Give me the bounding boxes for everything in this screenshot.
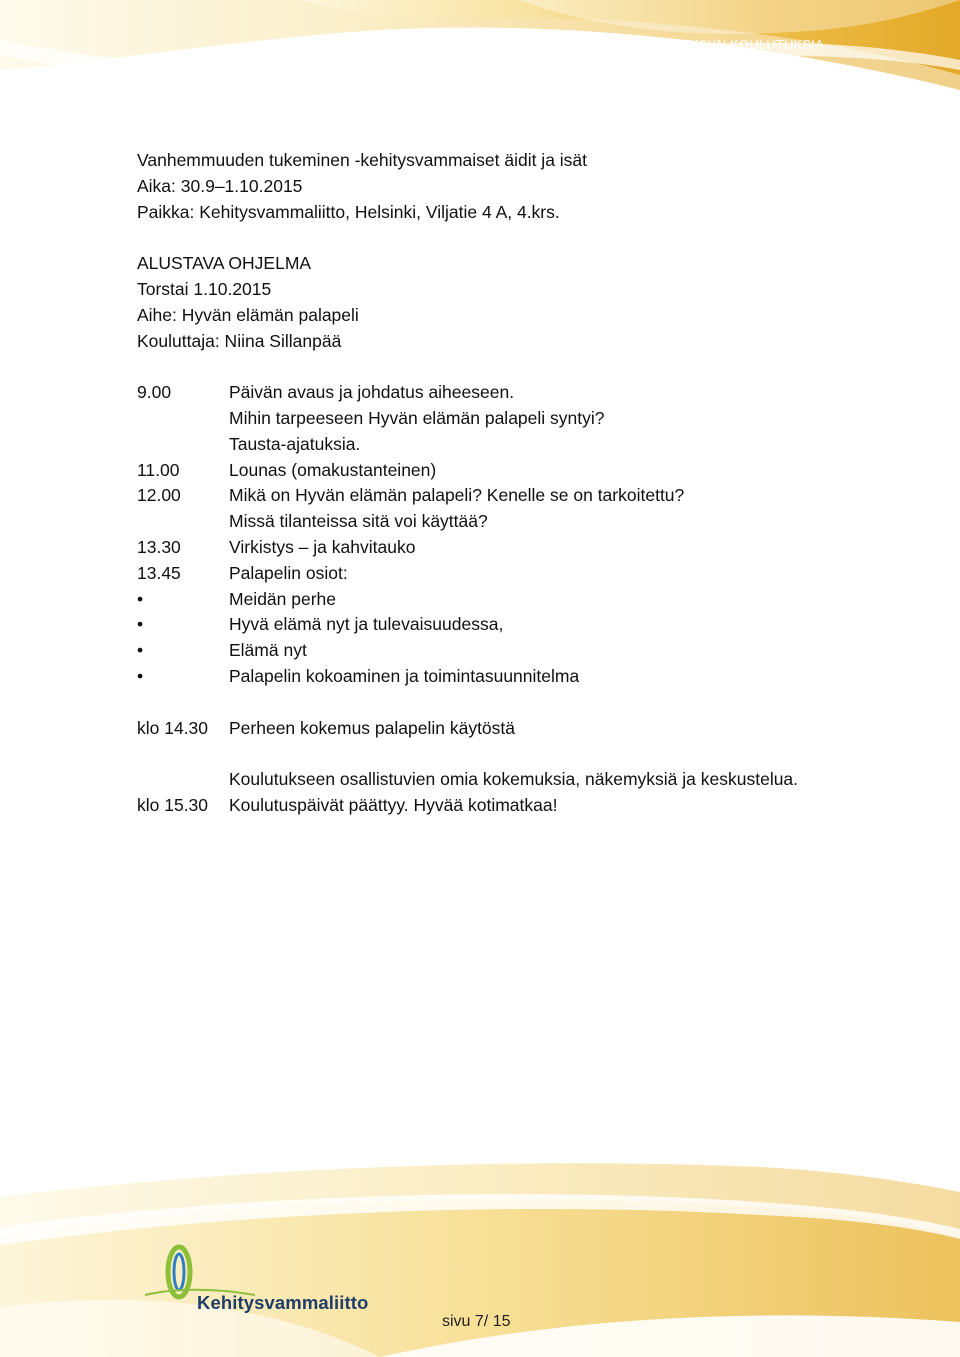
schedule-text: Koulutukseen osallistuvien omia kokemuksia, näkemyksiä ja keskustelua.: [229, 769, 799, 790]
bullet-text: Elämä nyt: [229, 640, 307, 661]
schedule-time: 13.30: [137, 536, 181, 557]
schedule-time: 13.45: [137, 562, 181, 583]
course-title: Vanhemmuuden tukeminen -kehitysvammaiset äidit ja isät: [137, 150, 588, 170]
schedule-row: [137, 793, 837, 819]
schedule-time: 12.00: [137, 485, 181, 506]
schedule-text: Koulutuspäivät päättyy. Hyvää kotimatkaa!: [229, 794, 558, 815]
schedule-row: [137, 380, 837, 457]
schedule-text: Missä tilanteissa sitä voi käyttää?: [229, 511, 488, 532]
list-item: [137, 664, 837, 690]
program-heading: ALUSTAVA OHJELMA: [137, 253, 312, 274]
schedule-text: Mihin tarpeeseen Hyvän elämän palapeli syntyi?: [229, 407, 605, 428]
schedule-row: [137, 767, 837, 793]
program-topic: Aihe: Hyvän elämän palapeli: [137, 304, 359, 325]
bullet-text: Meidän perhe: [229, 588, 337, 609]
schedule-time: 9.00: [137, 382, 172, 403]
schedule-time: 11.00: [137, 459, 180, 480]
logo-text: Kehitysvammaliitto: [197, 1292, 369, 1313]
document-body: [137, 148, 837, 819]
schedule-text: Päivän avaus ja johdatus aiheeseen.: [229, 382, 515, 403]
schedule-text: Mikä on Hyvän elämän palapeli? Kenelle se on tarkoitettu?: [229, 485, 685, 506]
program-day: Torstai 1.10.2015: [137, 278, 272, 299]
bullet-icon: •: [137, 588, 144, 609]
course-place: Paikka: Kehitysvammaliitto, Helsinki, Viljatie 4 A, 4.krs.: [137, 201, 560, 222]
bullet-text: Hyvä elämä nyt ja tulevaisuudessa,: [229, 614, 504, 635]
list-item: [137, 612, 837, 638]
program-trainer: Kouluttaja: Niina Sillanpää: [137, 330, 342, 351]
bullet-icon: •: [137, 640, 144, 661]
schedule-row: [137, 716, 837, 742]
schedule-text: Lounas (omakustanteinen): [229, 459, 437, 480]
bullet-text: Palapelin kokoaminen ja toimintasuunnitelma: [229, 665, 580, 686]
list-item: [137, 587, 837, 613]
schedule-time: klo 15.30: [137, 794, 209, 815]
bullet-icon: •: [137, 614, 144, 635]
bullet-icon: •: [137, 665, 144, 686]
schedule-text: Tausta-ajatuksia.: [229, 433, 361, 454]
schedule-text: Virkistys – ja kahvitauko: [229, 536, 416, 557]
header-section-label: SYKSYN KOULUTUKSIA: [672, 37, 824, 52]
schedule-text: Perheen kokemus palapelin käytöstä: [229, 717, 516, 738]
schedule-row: [137, 483, 837, 535]
list-item: [137, 638, 837, 664]
page-number: sivu 7/ 15: [442, 1313, 511, 1330]
schedule-time: klo 14.30: [137, 717, 209, 738]
schedule-row: [137, 458, 837, 484]
schedule-row: [137, 535, 837, 561]
schedule-row: [137, 561, 837, 587]
course-time: Aika: 30.9–1.10.2015: [137, 175, 303, 196]
header-swoosh-graphic: [0, 0, 960, 120]
schedule-text: Palapelin osiot:: [229, 562, 348, 583]
